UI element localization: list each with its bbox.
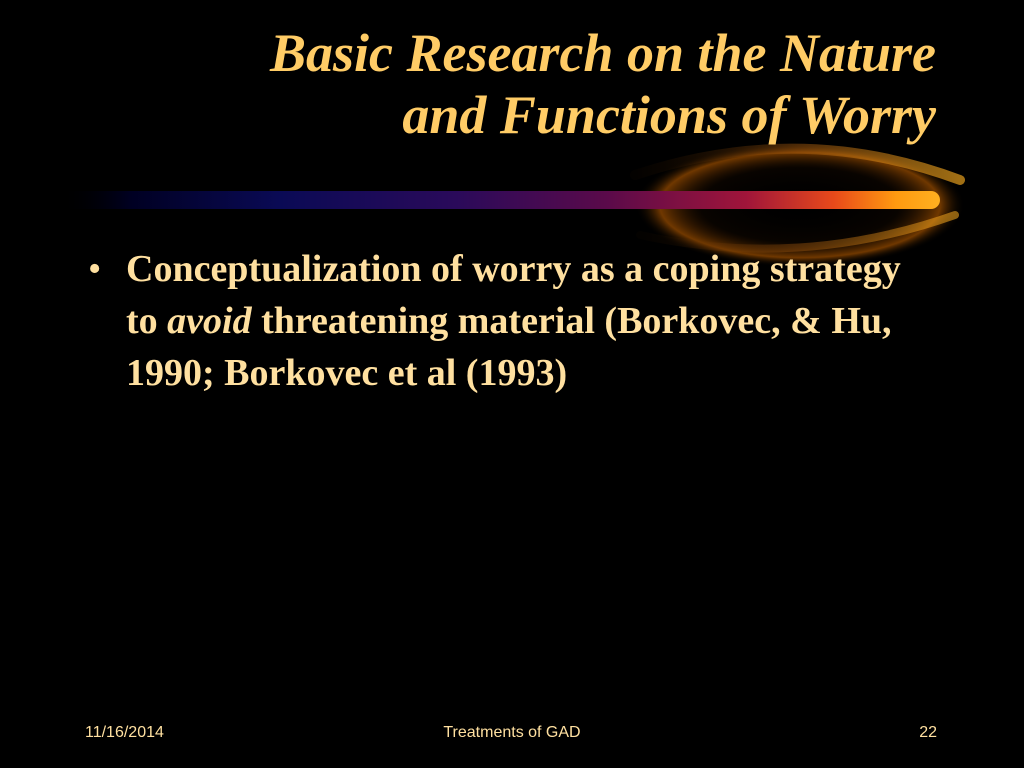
slide-title-line-1: Basic Research on the Nature [269,23,936,83]
bullet-text-before: Conceptualization of worry as a coping strategy to [126,248,901,342]
slide-title [76,22,936,146]
bullet-item [88,243,908,399]
slide-title-line-2: and Functions of Worry [402,85,936,145]
footer-date: 11/16/2014 [85,724,164,741]
bullet-emphasis: avoid [167,300,252,342]
footer-title: Treatments of GAD [443,724,581,741]
slide-body [88,243,908,399]
footer-page-number: 22 [919,724,937,741]
swoosh-bar [60,191,940,209]
bullet-text-after: threatening material (Borkovec, & Hu, 1990; Borkovec et al (1993) [126,300,892,394]
bullet-marker: • [88,248,102,290]
